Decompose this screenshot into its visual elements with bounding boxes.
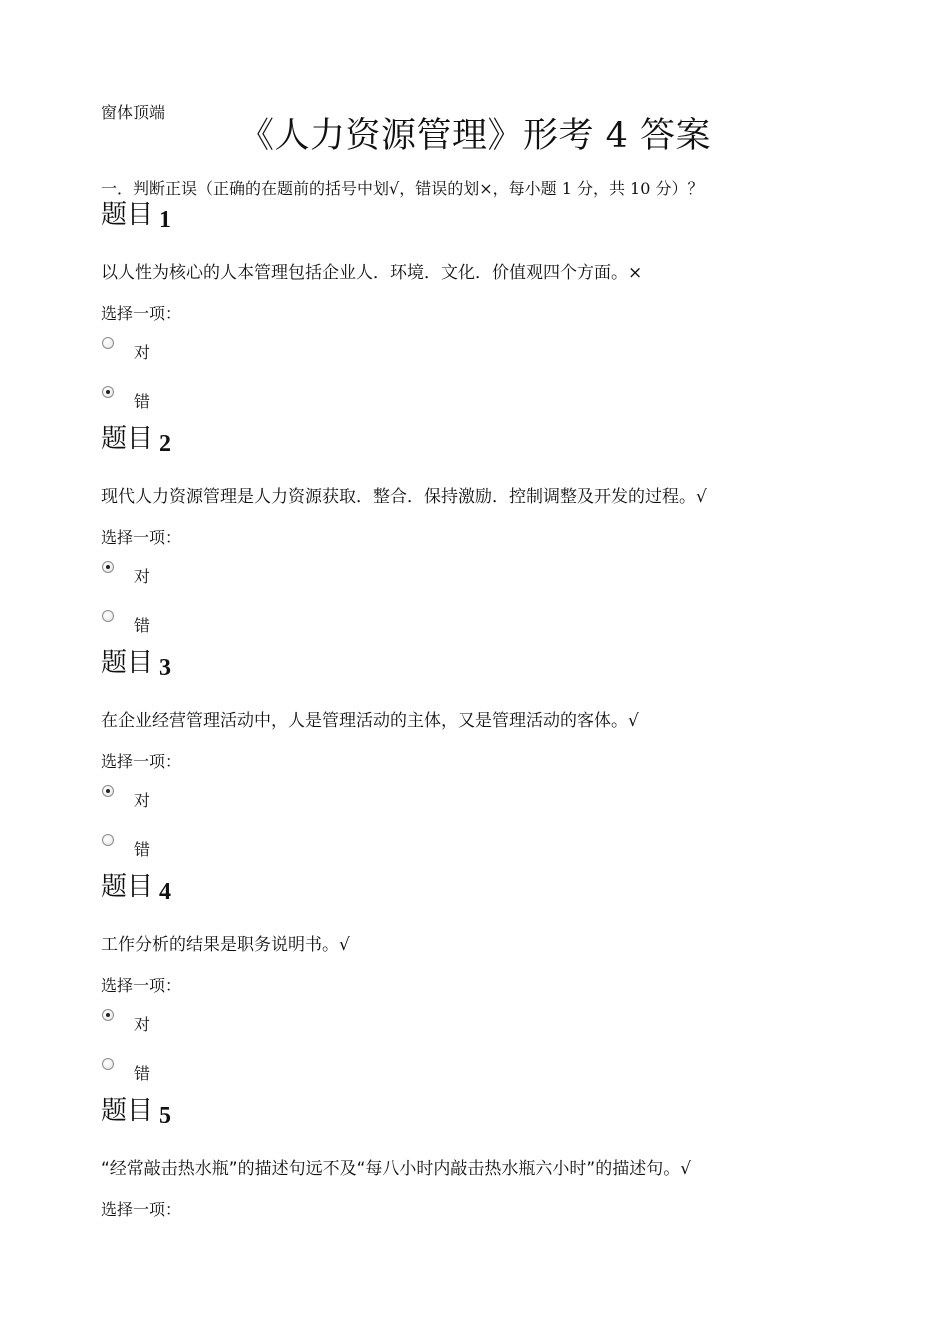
- question-prompt: 选择一项：: [101, 1200, 182, 1219]
- question-prompt: 选择一项：: [101, 752, 182, 771]
- question-4: [101, 872, 901, 1096]
- option-label: 对: [134, 791, 151, 810]
- option-label: 错: [134, 1064, 151, 1083]
- question-2: [101, 424, 901, 648]
- option-label: 对: [134, 1015, 151, 1034]
- question-label: 题目: [101, 1096, 154, 1126]
- question-heading: [101, 872, 171, 903]
- question-text: 以人性为核心的人本管理包括企业人．环境．文化．价值观四个方面。×: [101, 263, 643, 283]
- question-number: 3: [159, 655, 172, 681]
- question-heading: [101, 424, 171, 455]
- question-label: 题目: [101, 648, 154, 678]
- question-prompt: 选择一项：: [101, 304, 182, 323]
- question-heading: [101, 648, 171, 679]
- question-text: 工作分析的结果是职务说明书。√: [101, 935, 350, 955]
- radio-button-icon[interactable]: [102, 1058, 114, 1070]
- question-text: 现代人力资源管理是人力资源获取．整合．保持激励．控制调整及开发的过程。√: [101, 487, 707, 507]
- radio-button-icon[interactable]: [102, 785, 114, 797]
- radio-button-icon[interactable]: [102, 610, 114, 622]
- radio-button-icon[interactable]: [102, 834, 114, 846]
- question-label: 题目: [101, 872, 154, 902]
- radio-button-icon[interactable]: [102, 337, 114, 349]
- question-text: “经常敲击热水瓶”的描述句远不及“每八小时内敲击热水瓶六小时”的描述句。√: [101, 1159, 692, 1179]
- question-heading: [101, 1096, 171, 1127]
- question-number: 1: [159, 207, 172, 233]
- option-label: 对: [134, 343, 151, 362]
- option-label: 错: [134, 840, 151, 859]
- option-label: 错: [134, 392, 151, 411]
- question-1: [101, 200, 901, 424]
- page-title: 《人力资源管理》形考 4 答案: [238, 116, 712, 156]
- question-number: 2: [159, 431, 172, 457]
- question-label: 题目: [101, 200, 154, 230]
- question-prompt: 选择一项：: [101, 976, 182, 995]
- question-3: [101, 648, 901, 872]
- question-label: 题目: [101, 424, 154, 454]
- radio-button-icon[interactable]: [102, 561, 114, 573]
- question-number: 4: [159, 879, 172, 905]
- question-text: 在企业经营管理活动中，人是管理活动的主体，又是管理活动的客体。√: [101, 711, 639, 731]
- question-heading: [101, 200, 171, 231]
- question-prompt: 选择一项：: [101, 528, 182, 547]
- top-note: 窗体顶端: [101, 103, 166, 122]
- section-heading: 一．判断正误（正确的在题前的括号中划√，错误的划×，每小题 1 分，共 10 分）？: [101, 179, 704, 198]
- radio-button-icon[interactable]: [102, 386, 114, 398]
- option-label: 错: [134, 616, 151, 635]
- option-label: 对: [134, 567, 151, 586]
- question-5: [101, 1096, 901, 1320]
- question-number: 5: [159, 1103, 172, 1129]
- radio-button-icon[interactable]: [102, 1009, 114, 1021]
